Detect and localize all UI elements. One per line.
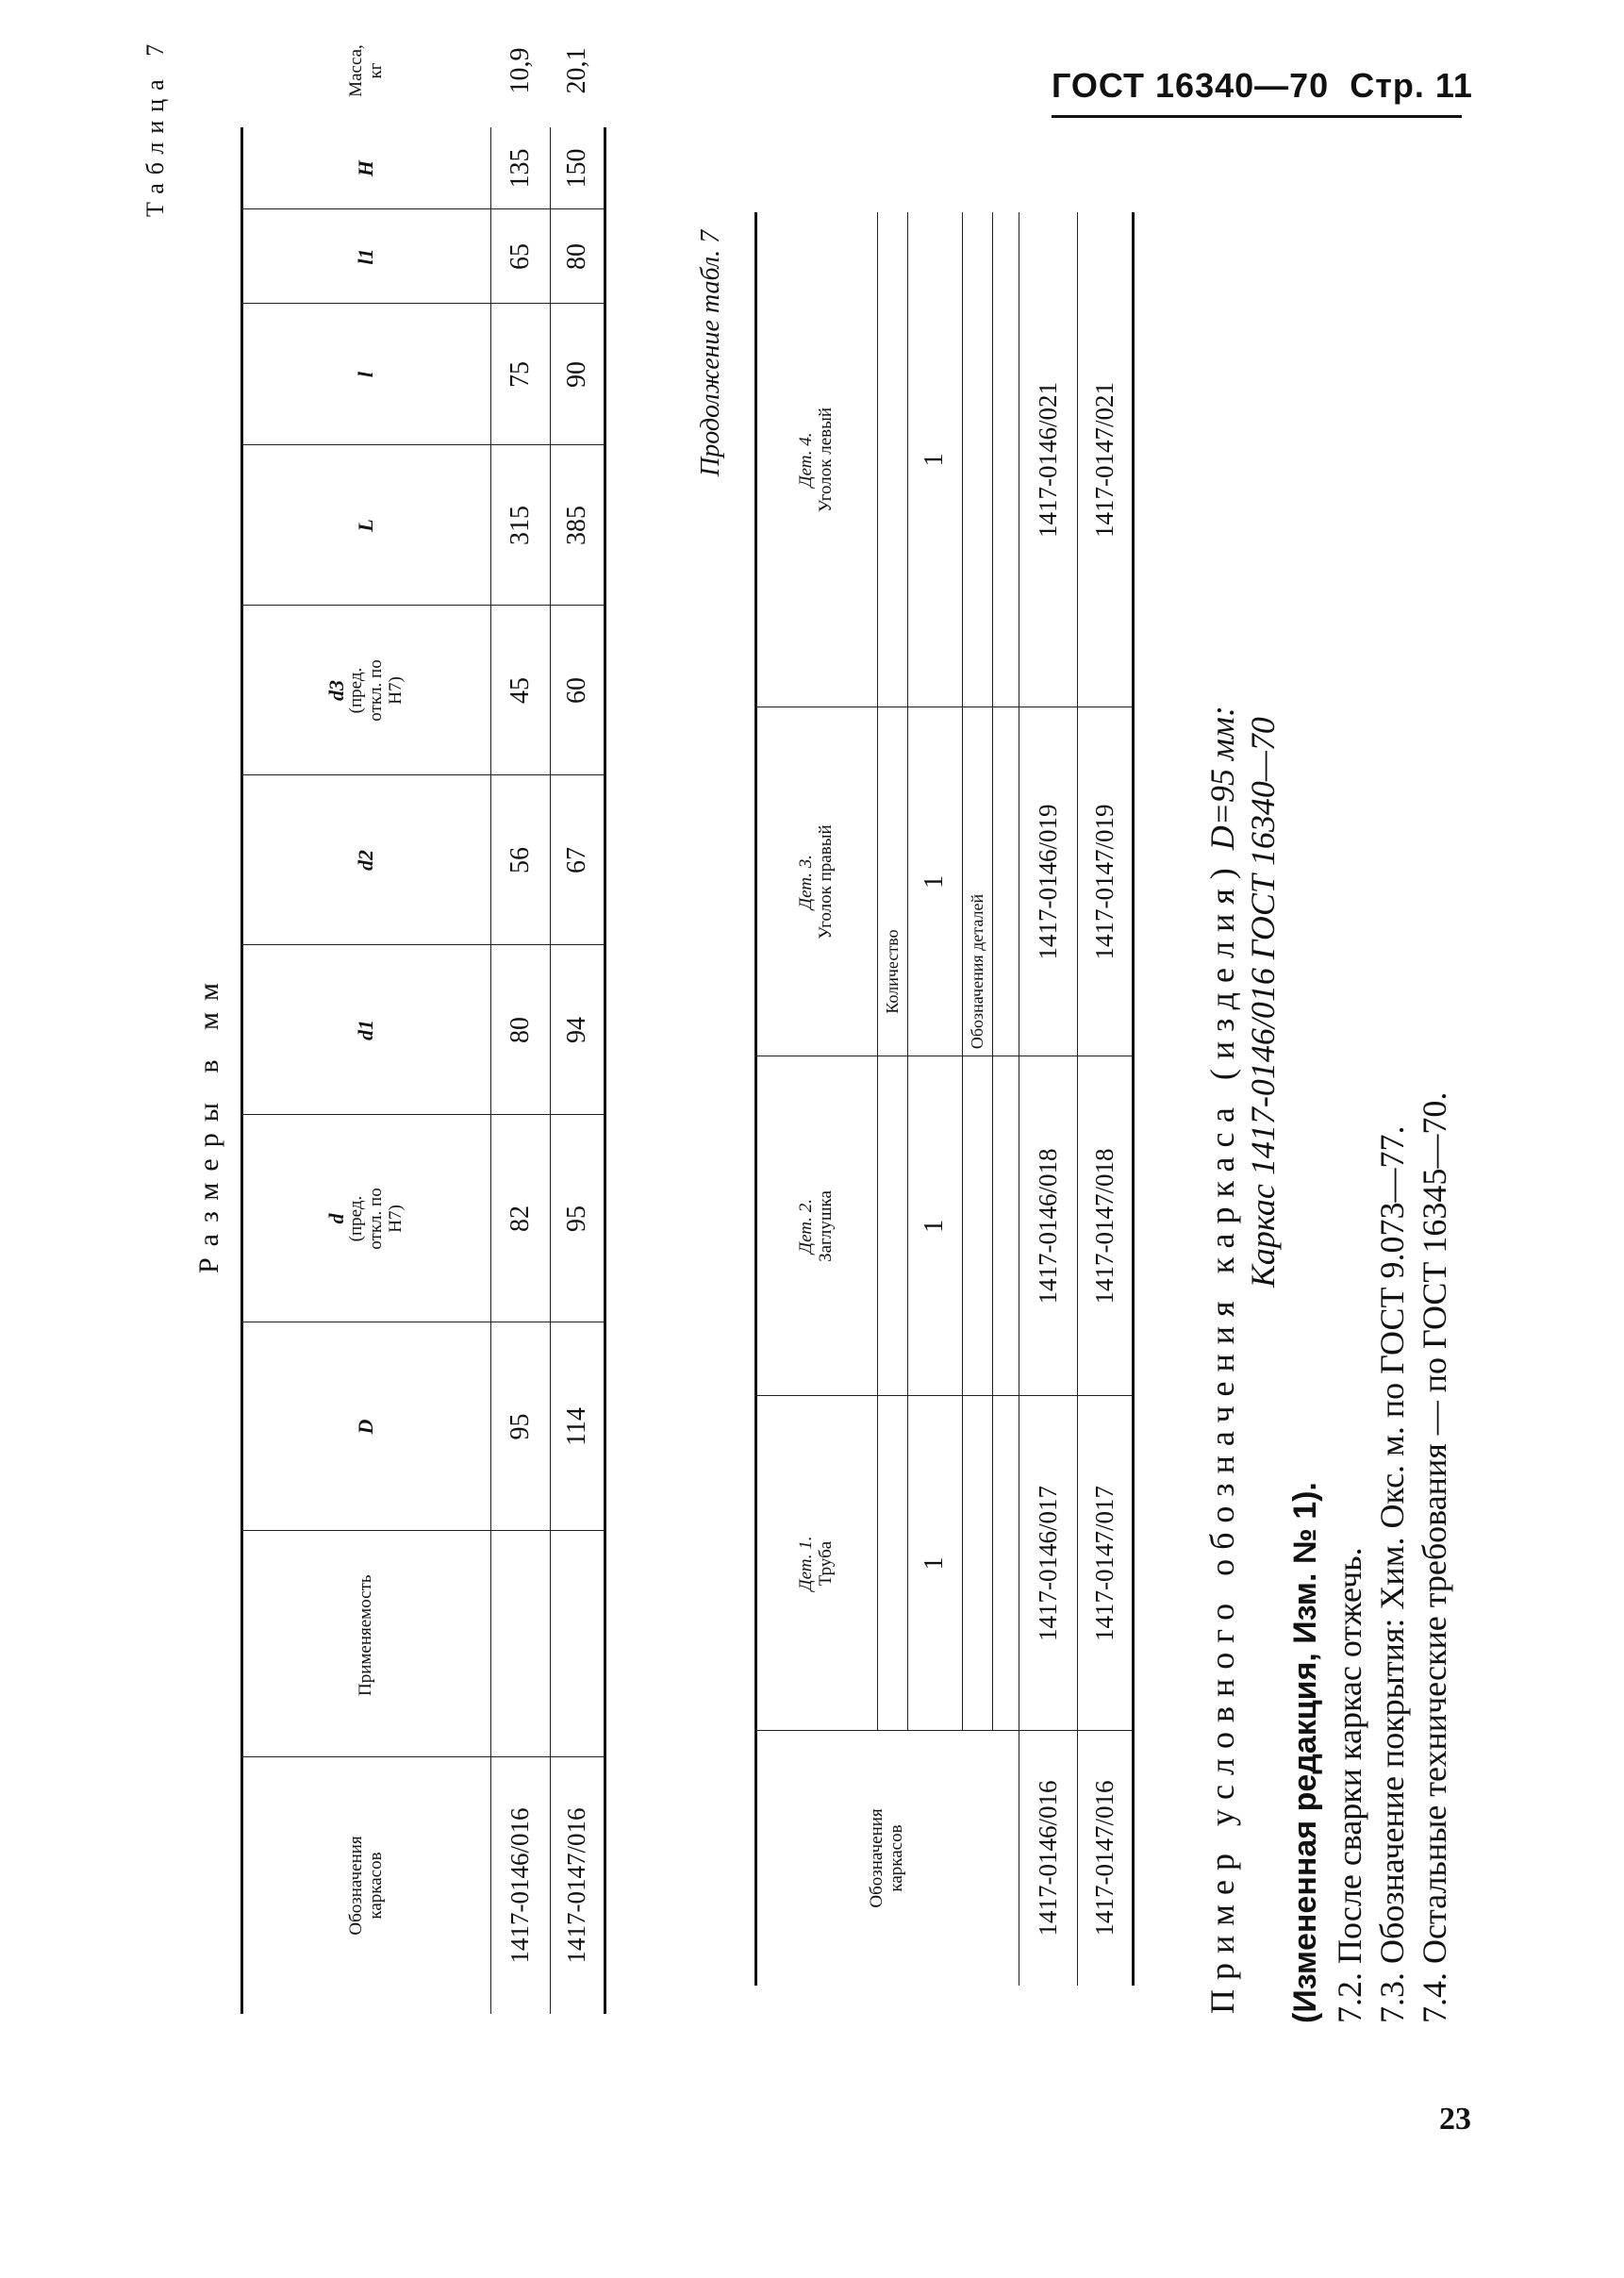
example-formula: D=95 мм:	[1203, 706, 1241, 851]
cell-d1: 80	[505, 1017, 535, 1043]
quantity-det1: 1	[920, 1556, 949, 1571]
cell-part-det1: 1417-0146/017	[1033, 1486, 1062, 1641]
cell-L: 385	[561, 506, 591, 545]
th-cont-designation: Обозначения каркасов	[867, 1808, 906, 1908]
cont-band-rule	[992, 212, 993, 1731]
th-d1: d1	[354, 1020, 377, 1040]
th-det1: Дет. 1. Труба	[796, 1536, 836, 1591]
th-quantity: Количество	[882, 929, 902, 1014]
th-d2: d2	[354, 850, 377, 871]
th-H: H	[354, 159, 377, 177]
table7-cont-caption: Продолжение табл. 7	[696, 229, 725, 476]
cell-l1: 65	[505, 243, 535, 270]
th-L: L	[354, 519, 377, 532]
cell-l: 75	[505, 361, 535, 388]
cell-D: 95	[505, 1413, 535, 1440]
page-label: Стр. 11	[1350, 66, 1473, 105]
th-det2: Дет. 2. Заглушка	[796, 1190, 836, 1262]
th-applicability: Применяемость	[356, 1574, 375, 1696]
example-lead: Пример условного обозначения каркаса (изделия)	[1203, 858, 1241, 2014]
cell-part-det2: 1417-0146/018	[1033, 1148, 1062, 1305]
cell-H: 150	[561, 148, 591, 189]
cell-part-det3: 1417-0146/019	[1033, 804, 1062, 960]
cell-d1: 94	[561, 1017, 591, 1043]
paragraph-7-4: 7.4. Остальные технические требования — по ГОСТ 16345—70.	[1416, 1091, 1453, 2023]
th-part-designations: Обозначения деталей	[967, 893, 986, 1050]
th-det3: Дет. 3. Уголок правый	[796, 824, 836, 939]
cell-part-det3: 1417-0147/019	[1089, 804, 1119, 960]
cell-mass: 20,1	[561, 47, 591, 94]
cell-d2: 67	[561, 847, 591, 873]
paragraph-7-2: 7.2. После сварки каркас отжечь.	[1331, 1547, 1368, 2023]
cell-D: 114	[561, 1407, 591, 1446]
table7-bottom-rule	[604, 127, 606, 2014]
cell-part-det2: 1417-0147/018	[1089, 1148, 1119, 1305]
cell-l: 90	[561, 361, 591, 388]
cell-d2: 56	[505, 847, 535, 873]
cell-d: 95	[561, 1206, 591, 1232]
cell-applicability	[490, 1531, 550, 1757]
quantity-det3: 1	[920, 875, 949, 889]
cell-designation: 1417-0146/016	[505, 1807, 534, 1964]
cell-designation: 1417-0147/016	[1089, 1780, 1119, 1937]
quantity-det4: 1	[920, 453, 949, 467]
page-number: 23	[1439, 2102, 1471, 2137]
cell-designation: 1417-0147/016	[562, 1807, 590, 1964]
th-designation: Обозначения каркасов	[345, 1836, 386, 1936]
th-l: l	[354, 371, 377, 378]
th-mass: Масса, кг	[345, 44, 386, 97]
cell-d3: 45	[505, 677, 535, 704]
cell-designation: 1417-0146/016	[1033, 1780, 1062, 1937]
cell-mass: 10,9	[505, 47, 535, 94]
cell-L: 315	[505, 506, 535, 545]
example-line	[1202, 706, 1242, 2014]
cell-part-det4: 1417-0147/021	[1089, 382, 1119, 538]
table7-label: Таблица 7	[141, 35, 169, 217]
paragraph-7-3: 7.3. Обозначение покрытия: Хим. Окс. м. по ГОСТ 9.073—77.	[1373, 1125, 1411, 2023]
quantity-det2: 1	[920, 1220, 949, 1233]
cell-part-det1: 1417-0147/017	[1089, 1486, 1119, 1641]
cont-bottom-rule	[1132, 212, 1135, 1986]
th-l1: l1	[354, 248, 377, 265]
cell-d: 82	[505, 1206, 535, 1232]
cell-l1: 80	[561, 243, 591, 270]
table7-caption: Размеры в мм	[193, 971, 224, 1273]
gost-number: ГОСТ 16340—70	[1052, 66, 1330, 105]
th-d: d (пред. откл. по Н7)	[323, 1188, 406, 1250]
th-D: D	[354, 1419, 377, 1435]
th-d3: d3 (пред. откл. по Н7)	[323, 659, 406, 722]
example-text: Каркас 1417-0146/016 ГОСТ 16340—70	[1244, 717, 1282, 1288]
revision-note: (Измененная редакция, Изм. № 1).	[1287, 1482, 1323, 2023]
cell-applicability	[550, 1531, 604, 1757]
cell-d3: 60	[561, 677, 591, 704]
th-det4: Дет. 4. Уголок левый	[796, 407, 836, 513]
cell-part-det4: 1417-0146/021	[1033, 382, 1062, 538]
cell-H: 135	[505, 148, 535, 189]
